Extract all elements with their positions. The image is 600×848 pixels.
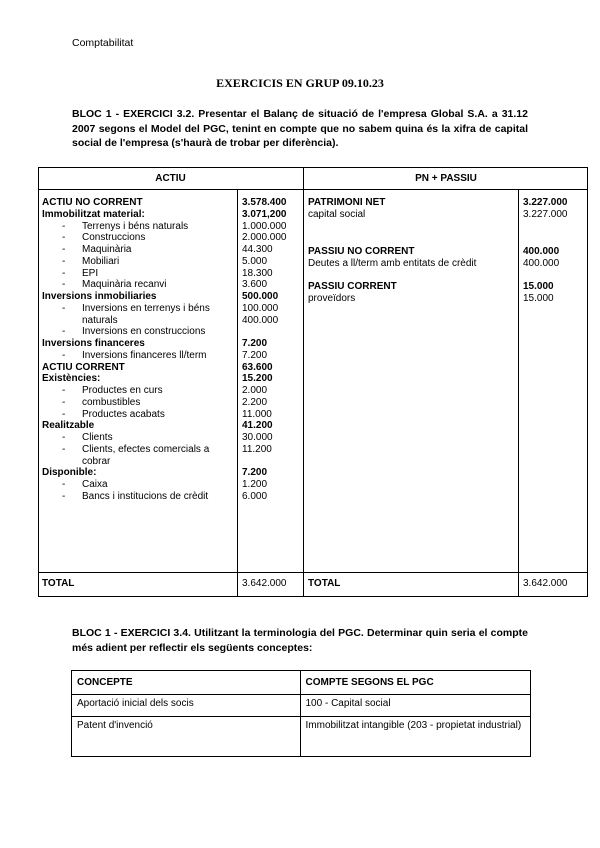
asset-label: Disponible: xyxy=(42,467,97,479)
asset-label: ACTIU NO CORRENT xyxy=(42,197,143,208)
liability-label: Deutes a ll/term amb entitats de crèdit xyxy=(308,257,477,269)
asset-label: Existències: xyxy=(42,373,101,385)
asset-label: Inversions en terrenys i béns xyxy=(82,302,210,314)
concept-cell: Patent d'invenció xyxy=(72,717,301,757)
liability-label: capital social xyxy=(308,208,366,220)
asset-label: Caixa xyxy=(82,479,108,490)
asset-label: Immobilitzat material: xyxy=(42,208,145,220)
list-bullet: - xyxy=(62,255,66,267)
asset-label: Mobiliari xyxy=(82,255,120,267)
asset-value: 18.300 xyxy=(242,267,273,279)
asset-label: naturals xyxy=(82,314,118,326)
list-bullet: - xyxy=(62,408,66,420)
page-title: EXERCICIS EN GRUP 09.10.23 xyxy=(216,76,384,90)
asset-value: 6.000 xyxy=(242,490,268,502)
list-bullet: - xyxy=(62,232,66,244)
asset-value: 7.200 xyxy=(242,467,268,479)
liability-label: proveïdors xyxy=(308,293,356,304)
grid-line xyxy=(38,596,588,597)
liability-value: 400.000 xyxy=(523,246,560,257)
asset-label: Construccions xyxy=(82,232,146,244)
asset-label: Productes en curs xyxy=(82,385,163,396)
list-bullet: - xyxy=(62,326,66,338)
asset-label: Inversions inmobiliaries xyxy=(42,291,157,302)
list-bullet: - xyxy=(62,302,66,314)
asset-value: 7.200 xyxy=(242,349,268,361)
asset-value: 30.000 xyxy=(242,432,273,443)
total-assets-label: TOTAL xyxy=(42,578,75,589)
asset-value: 11.000 xyxy=(242,408,272,420)
list-bullet: - xyxy=(62,479,66,490)
grid-line xyxy=(38,189,588,190)
grid-line xyxy=(38,167,588,168)
liability-value: 15.000 xyxy=(523,293,554,304)
list-bullet: - xyxy=(62,385,66,396)
asset-label: Productes acabats xyxy=(82,408,165,420)
table-row xyxy=(72,695,531,717)
assets-heading: ACTIU xyxy=(155,173,186,184)
asset-label: Terrenys i béns naturals xyxy=(82,220,189,232)
asset-value: 2.000.000 xyxy=(242,232,287,244)
asset-label: combustibles xyxy=(82,396,141,408)
concept-cell: Aportació inicial dels socis xyxy=(72,695,301,717)
exercise-3-4-statement: BLOC 1 - EXERCICI 3.4. Utilitzant la terminologia del PGC. Determinar quin seria el compte més adient per reflectir els següents conceptes: xyxy=(72,627,528,654)
list-bullet: - xyxy=(62,267,66,279)
asset-value: 500.000 xyxy=(242,291,279,302)
asset-label: Maquinària xyxy=(82,244,132,255)
liability-label: PATRIMONI NET xyxy=(308,197,386,208)
document-header: Comptabilitat xyxy=(72,37,134,49)
grid-line xyxy=(237,189,238,597)
list-bullet: - xyxy=(62,396,66,408)
total-equity-liabilities-label: TOTAL xyxy=(308,578,341,589)
asset-value: 41.200 xyxy=(242,420,273,432)
asset-label: cobrar xyxy=(82,455,111,467)
total-assets-value: 3.642.000 xyxy=(242,578,287,589)
asset-label: Inversions financeres ll/term xyxy=(82,349,207,361)
asset-label: Clients, efectes comercials a xyxy=(82,443,210,455)
list-bullet: - xyxy=(62,349,66,361)
asset-value: 63.600 xyxy=(242,361,273,373)
list-bullet: - xyxy=(62,443,66,455)
asset-label: Maquinària recanvi xyxy=(82,279,167,291)
asset-label: Clients xyxy=(82,432,113,443)
liability-value: 3.227.000 xyxy=(523,208,568,220)
concept-table xyxy=(71,670,531,757)
list-bullet: - xyxy=(62,432,66,443)
asset-value: 3.071,200 xyxy=(242,208,287,220)
asset-label: EPI xyxy=(82,267,99,279)
asset-value: 44.300 xyxy=(242,244,273,255)
asset-value: 5.000 xyxy=(242,255,268,267)
asset-value: 100.000 xyxy=(242,302,279,314)
asset-label: Bancs i institucions de crèdit xyxy=(82,490,209,502)
asset-label: Realitzable xyxy=(42,420,95,432)
asset-label: ACTIU CORRENT xyxy=(42,361,125,373)
asset-value: 3.600 xyxy=(242,279,268,291)
list-bullet: - xyxy=(62,244,66,255)
liability-value: 3.227.000 xyxy=(523,197,568,208)
equity-liabilities-heading: PN + PASSIU xyxy=(415,173,477,184)
asset-value: 1.200 xyxy=(242,479,268,490)
liability-label: PASSIU NO CORRENT xyxy=(308,246,415,257)
grid-line xyxy=(303,167,304,597)
concept-column-header: CONCEPTE xyxy=(72,671,301,695)
asset-value: 11.200 xyxy=(242,443,272,455)
asset-label: Inversions financeres xyxy=(42,338,145,349)
table-row xyxy=(72,717,531,757)
list-bullet: - xyxy=(62,490,66,502)
account-column-header: COMPTE SEGONS EL PGC xyxy=(300,671,531,695)
asset-value: 3.578.400 xyxy=(242,197,287,208)
asset-value: 7.200 xyxy=(242,338,268,349)
liability-value: 15.000 xyxy=(523,281,554,293)
asset-label: Inversions en construccions xyxy=(82,326,206,338)
balance-sheet xyxy=(38,167,588,597)
asset-value: 1.000.000 xyxy=(242,220,287,232)
account-cell: 100 - Capital social xyxy=(300,695,531,717)
asset-value: 2.000 xyxy=(242,385,268,396)
liability-value: 400.000 xyxy=(523,257,560,269)
liability-label: PASSIU CORRENT xyxy=(308,281,397,293)
grid-line xyxy=(38,167,39,597)
total-equity-liabilities-value: 3.642.000 xyxy=(523,578,568,589)
asset-value: 15.200 xyxy=(242,373,273,385)
grid-line xyxy=(518,189,519,597)
grid-line xyxy=(587,167,588,597)
grid-line xyxy=(38,572,588,573)
list-bullet: - xyxy=(62,279,66,291)
account-cell: Immobilitzat intangible (203 - propietat industrial) xyxy=(300,717,531,757)
exercise-3-2-statement: BLOC 1 - EXERCICI 3.2. Presentar el Balanç de situació de l'empresa Global S.A. a 31.12 2007 segons el Model del PGC, tenint en compte que no sabem quina és la xifra de capital social de l'empresa (s'haurà de trobar per diferència). xyxy=(72,108,528,149)
list-bullet: - xyxy=(62,220,66,232)
asset-value: 2.200 xyxy=(242,396,268,408)
asset-value: 400.000 xyxy=(242,314,279,326)
